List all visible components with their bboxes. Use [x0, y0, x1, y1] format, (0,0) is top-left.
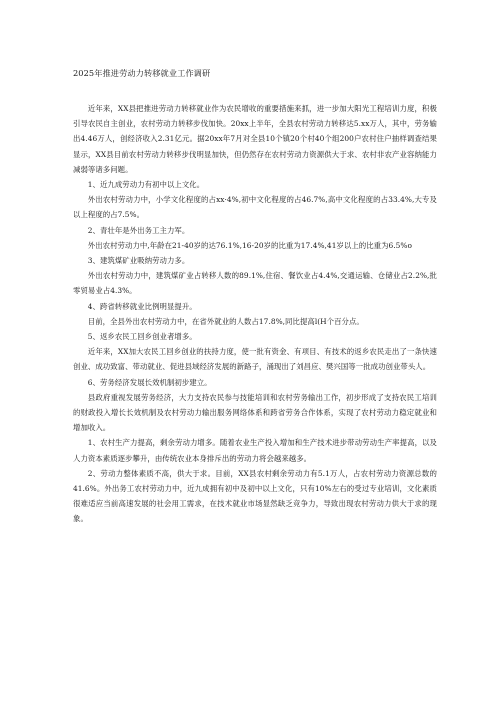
heading-returnees: 5、返乡农民工回乡创业者增多。 [87, 332, 197, 342]
heading-age: 2、青壮年是外出务工主力军。 [87, 225, 190, 235]
document-body [73, 101, 437, 527]
heading-mechanism: 6、劳务经济发展长效机制初步建立。 [87, 377, 212, 387]
paragraph-cross-province: 目前，全县外出农村劳动力中，在省外就业的人数占17.8%,同比提高l(H个百分点。 [87, 316, 364, 326]
heading-industry: 3、建筑煤矿业吸纳劳动力多。 [87, 256, 190, 266]
paragraph-mechanism: 县政府重视发展劳务经济，大力支持农民参与技能培训和农村劳务输出工作，初步形成了支持农民工培训的财政投入增长长效机制及农村劳动力输出服务网络体系和跨省劳务合作体系，实现了农村劳动力稳定就业和增加收入。 [73, 392, 437, 433]
paragraph-returnees: 近年来，XX加大农民工回乡创业的扶持力度，使一批有资金、有项目、有技术的返乡农民走出了一条快速创业、成功致富、带动就业、促进县域经济发展的新路子，涌现出了刘昌应、樊兴国等一批成功创业带头人。 [73, 347, 437, 372]
heading-cross-province: 4、跨省转移就业比例明显提升。 [87, 301, 197, 311]
paragraph-intro: 近年来，XX县把推进劳动力转移就业作为农民增收的重要措施来抓，进一步加大阳光工程培训力度，积极引导农民自主创业，农村劳动力转移步伐加快。20xx上半年，全县农村劳动力转移达5.xx万人，其中，劳务输出4.46万人，创经济收入2.31亿元。据20xx年7月对全县10个镇20个村40个组200户农村住户抽样调查结果显示，XX县目前农村劳动力转移步伐明显加快，但仍然存在农村劳动力资源供大于求、农村非农产业容纳能力减弱等诸多问题。 [73, 104, 437, 174]
paragraph-productivity: 1、农村生产力提高，剩余劳动力增多。随着农业生产投入增加和生产技术进步带动劳动生产率提高，以及人力资本素质逐步攀升，由传统农业本身排斥出的劳动力将会越来越多。 [73, 438, 437, 463]
heading-education: 1、近九成劳动力有初中以上文化。 [87, 180, 205, 190]
paragraph-industry: 外出农村劳动力中，建筑煤矿业占转移人数的89.1%,住宿、餐饮业占4.4%,交通运输、仓储业占2.2%,批零贸易业占4.3%。 [73, 271, 437, 296]
paragraph-age: 外出农村劳动力中,年龄在21-40岁的达76.1%,16-20岁的比重为17.4%,41岁以上的比重为6.5%o [87, 240, 413, 250]
document-title: 2025年推进劳动力转移就业工作调研 [73, 68, 211, 78]
paragraph-education: 外出农村劳动力中，小学文化程度的占xx·4%,初中文化程度的占46.7%,高中文化程度的占33.4%,大专及以上程度的占7.5%。 [73, 195, 437, 220]
paragraph-quality: 2、劳动力整体素质不高，供大于求。目前，XX县农村剩余劳动力有5.1万人，占农村劳动力资源总数的41.6%。外出务工农村劳动力中，近九成拥有初中及初中以上文化，只有10%左右的受过专业培训，文化素质很难适应当前高速发展的社会用工需求，在技术就业市场显然缺乏竞争力，导致出现农村劳动力供大于求的现象。 [73, 468, 437, 524]
